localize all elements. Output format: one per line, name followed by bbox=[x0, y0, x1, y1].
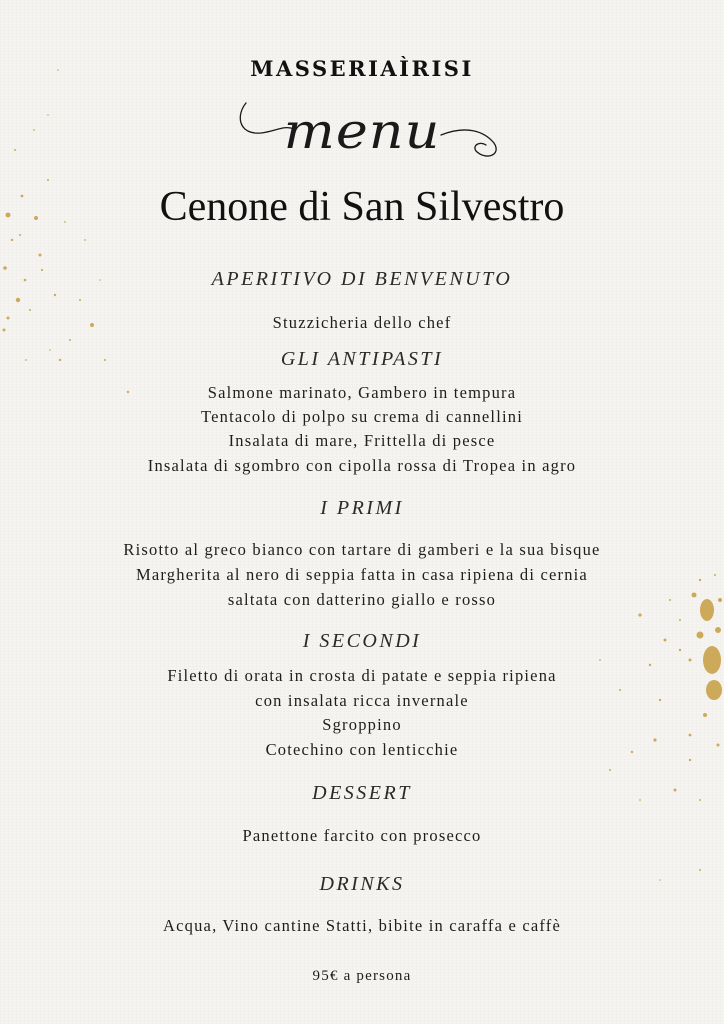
event-title: Cenone di San Silvestro bbox=[159, 184, 565, 230]
menu-item: saltata con datterino giallo e rosso bbox=[227, 590, 497, 609]
menu-item: Insalata di sgombro con cipolla rossa di Tropea in agro bbox=[147, 456, 577, 475]
section-heading-dessert: DESSERT bbox=[312, 782, 412, 804]
menu-item: Margherita al nero di seppia fatta in casa ripiena di cernia bbox=[136, 565, 588, 584]
menu-item: Panettone farcito con prosecco bbox=[242, 826, 482, 845]
restaurant-name: MASSERIAÌRISI bbox=[250, 56, 474, 81]
menu-item: Acqua, Vino cantine Statti, bibite in caraffa e caffè bbox=[163, 916, 561, 935]
menu-script-heading: menu bbox=[283, 103, 441, 160]
menu-item: Insalata di mare, Frittella di pesce bbox=[228, 431, 496, 450]
menu-item: Filetto di orata in crosta di patate e seppia ripiena bbox=[167, 666, 557, 685]
menu-item: Stuzzicheria dello chef bbox=[272, 313, 452, 332]
menu-item: Tentacolo di polpo su crema di cannellini bbox=[200, 407, 524, 426]
menu-item: Cotechino con lenticchie bbox=[265, 740, 459, 759]
menu-item: con insalata ricca invernale bbox=[255, 691, 469, 710]
menu-item: Sgroppino bbox=[322, 715, 402, 734]
menu-item: Risotto al greco bianco con tartare di gamberi e la sua bisque bbox=[123, 540, 601, 559]
section-heading-antipasti: GLI ANTIPASTI bbox=[280, 348, 444, 370]
menu-item: Salmone marinato, Gambero in tempura bbox=[207, 383, 517, 402]
section-heading-aperitivo: APERITIVO DI BENVENUTO bbox=[211, 268, 513, 290]
section-heading-secondi: I SECONDI bbox=[302, 630, 422, 652]
section-heading-drinks: DRINKS bbox=[319, 873, 405, 895]
price-per-person: 95€ a persona bbox=[312, 968, 412, 984]
section-heading-primi: I PRIMI bbox=[320, 497, 404, 519]
